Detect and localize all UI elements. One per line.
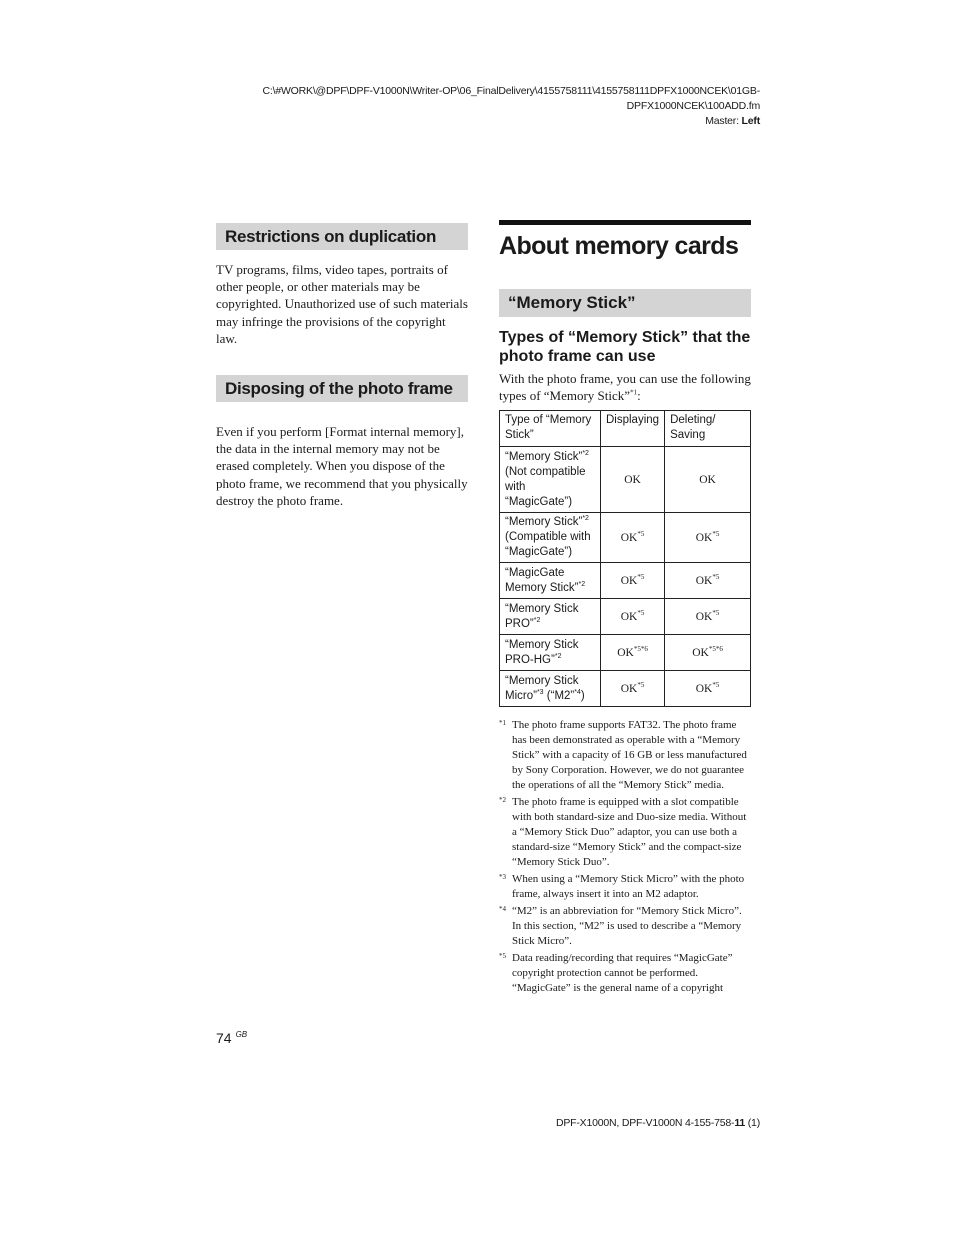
master-line (200, 114, 760, 129)
table-row (500, 635, 751, 671)
display-cell: OK$^{*5}$ (601, 563, 665, 599)
display-cell: $OK^{*5*6}$ (601, 635, 665, 671)
row-label: “Memory Stick”$^{*2}$ (Compatible with “MagicGate”) (500, 513, 601, 563)
footnote-mark: *2 (499, 796, 506, 804)
restrictions-heading: Restrictions on duplication (216, 223, 468, 250)
file-path-line-1: C:\#WORK\@DPF\DPF-V1000N\Writer-OP\06_FinalDelivery\4155758111\4155758111DPFX1000NCEK\01GB- (262, 85, 760, 97)
display-cell: OK$^{*5}$ (601, 513, 665, 563)
footnote (499, 951, 751, 996)
page-number (216, 1030, 247, 1046)
footnote (499, 872, 751, 902)
table-row (500, 671, 751, 707)
memory-stick-table (499, 410, 751, 707)
delete-cell: OK$^{*5}$ (665, 671, 751, 707)
types-subheading: Types of “Memory Stick” that the photo frame can use (499, 329, 751, 365)
left-column (216, 223, 468, 509)
disposing-heading: Disposing of the photo frame (216, 375, 468, 402)
model-footer (556, 1117, 760, 1129)
row-label: “Memory Stick”$^{*2}$ (Not compatible with “MagicGate”) (500, 447, 601, 513)
delete-cell: OK$^{*5}$ (665, 599, 751, 635)
footnote-text: Data reading/recording that requires “MagicGate” copyright protection cannot be performed. “MagicGate” is the general name of a copyright (512, 952, 733, 994)
row-label: “Memory Stick Micro”$^{*3}$ (“M2”$^{*4}$) (500, 671, 601, 707)
delete-cell: OK$^{*5}$ (665, 563, 751, 599)
footnote (499, 718, 751, 793)
table-row (500, 513, 751, 563)
disposing-paragraph: Even if you perform [Format internal memory], the data in the internal memory may not be erased completely. When you dispose of the photo frame, we recommend that you physically destroy the photo frame. (216, 424, 468, 508)
page-title: About memory cards (499, 232, 739, 260)
page-number-value: 74 (216, 1030, 232, 1046)
display-cell: OK$^{*5}$ (601, 671, 665, 707)
file-path-line-2: DPFX1000NCEK\100ADD.fm (626, 100, 760, 112)
table-row (500, 447, 751, 513)
file-path-header (200, 84, 760, 129)
header-deleting: Deleting/ Saving (665, 411, 751, 447)
footnote-text: The photo frame supports FAT32. The photo frame has been demonstrated as operable with a “Memory Stick” with a capacity of 16 GB or less manufactured by Sony Corporation. However, we do not guarantee the operations of all the “Memory Stick” media. (512, 719, 747, 791)
master-label: Master: (705, 115, 742, 127)
intro-footnote-mark: *1 (630, 388, 638, 397)
footnote (499, 795, 751, 870)
master-value: Left (741, 115, 760, 127)
table-row (500, 563, 751, 599)
footnotes (499, 718, 751, 996)
footnote-text: “M2” is an abbreviation for “Memory Stick Micro”. In this section, “M2” is used to describe a “Memory Stick Micro”. (512, 905, 742, 947)
footnote-mark: *5 (499, 952, 506, 960)
right-column (499, 220, 751, 998)
intro-paragraph (499, 370, 751, 404)
header-displaying: Displaying (601, 411, 665, 447)
intro-text: With the photo frame, you can use the following types of “Memory Stick” (499, 371, 751, 403)
footnote-mark: *1 (499, 719, 506, 727)
delete-cell: OK$^{*5}$ (665, 513, 751, 563)
footer-models: DPF-X1000N, DPF-V1000N 4-155-758- (555, 1117, 735, 1129)
intro-end: : (637, 388, 641, 403)
footnote (499, 904, 751, 949)
row-label: “Memory Stick PRO”$^{*2}$ (500, 599, 601, 635)
footnote-text: The photo frame is equipped with a slot compatible with both standard-size and Duo-size media. Without a “Memory Stick Duo” adaptor, you can use both a standard-size “Memory Stick” and the compact-size “Memory Stick Duo”. (512, 796, 747, 868)
table-row (500, 599, 751, 635)
display-cell: OK$^{*5}$ (601, 599, 665, 635)
memory-stick-heading: “Memory Stick” (499, 289, 751, 317)
footnote-mark: *3 (499, 873, 506, 881)
footer-suffix: (1) (745, 1117, 760, 1129)
header-type: Type of “Memory Stick” (500, 411, 601, 447)
restrictions-paragraph: TV programs, films, video tapes, portraits of other people, or other materials may be copyrighted. Unauthorized use of such materials may infringe the provisions of the copyright law. (216, 262, 468, 346)
page-lang: GB (235, 1030, 248, 1040)
display-cell: OK (601, 447, 665, 513)
footer-rev: 11 (734, 1117, 746, 1129)
row-label: “Memory Stick PRO-HG”$^{*2}$ (500, 635, 601, 671)
delete-cell: OK (665, 447, 751, 513)
footnote-mark: *4 (499, 905, 506, 913)
delete-cell: $OK^{*5*6}$ (665, 635, 751, 671)
footnote-text: When using a “Memory Stick Micro” with the photo frame, always insert it into an M2 adaptor. (512, 873, 745, 900)
title-rule (499, 220, 751, 225)
row-label: “MagicGate Memory Stick”$^{*2}$ (500, 563, 601, 599)
table-header-row (500, 411, 751, 447)
